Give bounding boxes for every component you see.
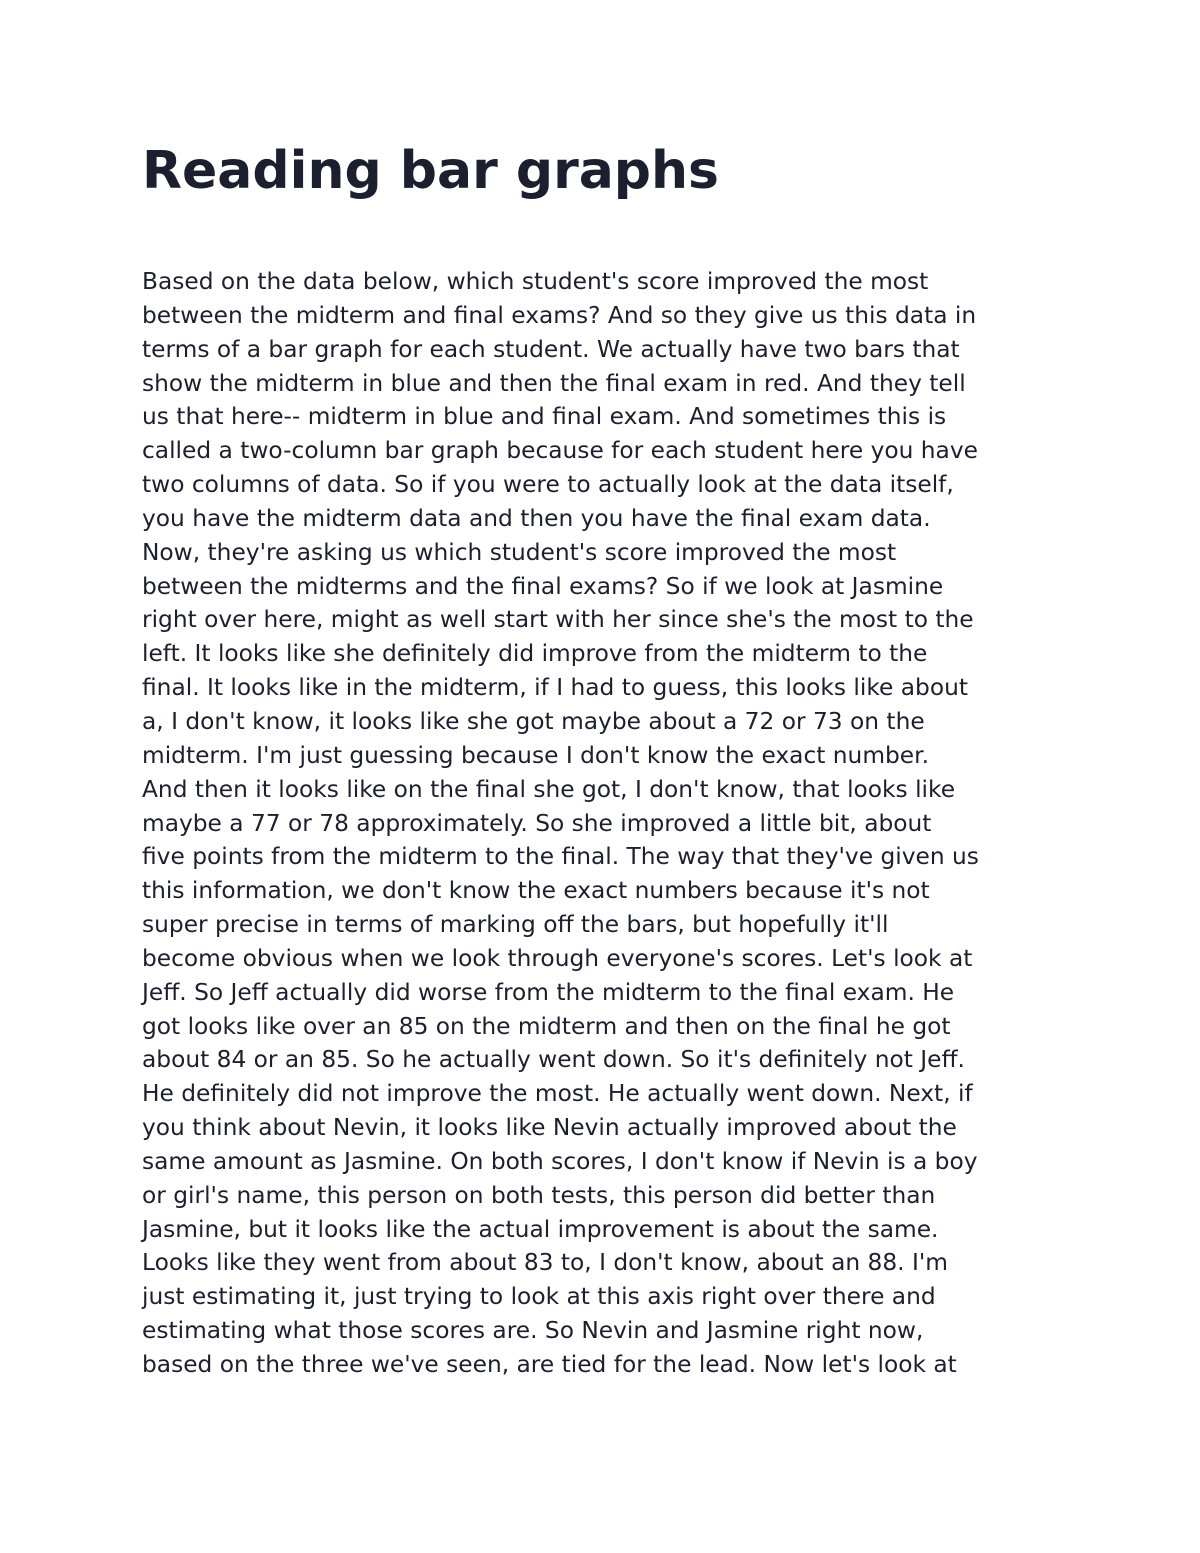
text-line: Based on the data below, which student's score improved the most xyxy=(142,268,929,295)
text-line: Looks like they went from about 83 to, I don't know, about an 88. I'm xyxy=(142,1249,948,1277)
text-line: He definitely did not improve the most. He actually went down. Next, if xyxy=(142,1080,973,1108)
text-line: Now, they're asking us which student's score improved the most xyxy=(142,538,897,566)
text-line: this information, we don't know the exact numbers because it's not xyxy=(142,877,930,905)
text-line: become obvious when we look through everyone's scores. Let's look at xyxy=(142,944,973,972)
text-line: super precise in terms of marking off the bars, but hopefully it'll xyxy=(142,911,889,939)
text-line: maybe a 77 or 78 approximately. So she improved a little bit, about xyxy=(142,809,932,837)
body-paragraph xyxy=(142,265,1082,1382)
text-line: Jasmine, but it looks like the actual improvement is about the same. xyxy=(142,1215,939,1243)
text-line: Jeff. So Jeff actually did worse from the midterm to the final exam. He xyxy=(142,978,955,1006)
text-line: show the midterm in blue and then the final exam in red. And they tell xyxy=(142,369,966,397)
text-line: you think about Nevin, it looks like Nevin actually improved about the xyxy=(142,1114,957,1142)
text-line: you have the midterm data and then you have the final exam data. xyxy=(142,504,931,532)
text-line: two columns of data. So if you were to actually look at the data itself, xyxy=(142,471,954,499)
text-line: called a two-column bar graph because for each student here you have xyxy=(142,437,978,465)
text-line: between the midterms and the final exams? So if we look at Jasmine xyxy=(142,572,944,600)
text-line: estimating what those scores are. So Nevin and Jasmine right now, xyxy=(142,1317,924,1345)
text-line: us that here-- midterm in blue and final exam. And sometimes this is xyxy=(142,403,947,431)
text-line: or girl's name, this person on both tests, this person did better than xyxy=(142,1181,936,1209)
text-line: a, I don't know, it looks like she got maybe about a 72 or 73 on the xyxy=(142,707,925,735)
text-line: left. It looks like she definitely did improve from the midterm to the xyxy=(142,640,928,668)
text-line: got looks like over an 85 on the midterm and then on the final he got xyxy=(142,1012,951,1040)
text-line: And then it looks like on the final she got, I don't know, that looks like xyxy=(142,775,956,803)
text-line: same amount as Jasmine. On both scores, I don't know if Nevin is a boy xyxy=(142,1147,978,1175)
text-line: terms of a bar graph for each student. We actually have two bars that xyxy=(142,335,960,363)
text-line: right over here, might as well start with her since she's the most to the xyxy=(142,606,974,634)
page-title: Reading bar graphs xyxy=(142,141,720,201)
text-line: about 84 or an 85. So he actually went down. So it's definitely not Jeff. xyxy=(142,1046,965,1074)
text-line: five points from the midterm to the final. The way that they've given us xyxy=(142,843,979,871)
text-line: midterm. I'm just guessing because I don't know the exact number. xyxy=(142,741,929,769)
text-line: between the midterm and final exams? And so they give us this data in xyxy=(142,301,977,329)
text-line: based on the three we've seen, are tied for the lead. Now let's look at xyxy=(142,1351,957,1378)
text-line: final. It looks like in the midterm, if I had to guess, this looks like about xyxy=(142,674,968,702)
text-line: just estimating it, just trying to look at this axis right over there and xyxy=(142,1283,936,1311)
